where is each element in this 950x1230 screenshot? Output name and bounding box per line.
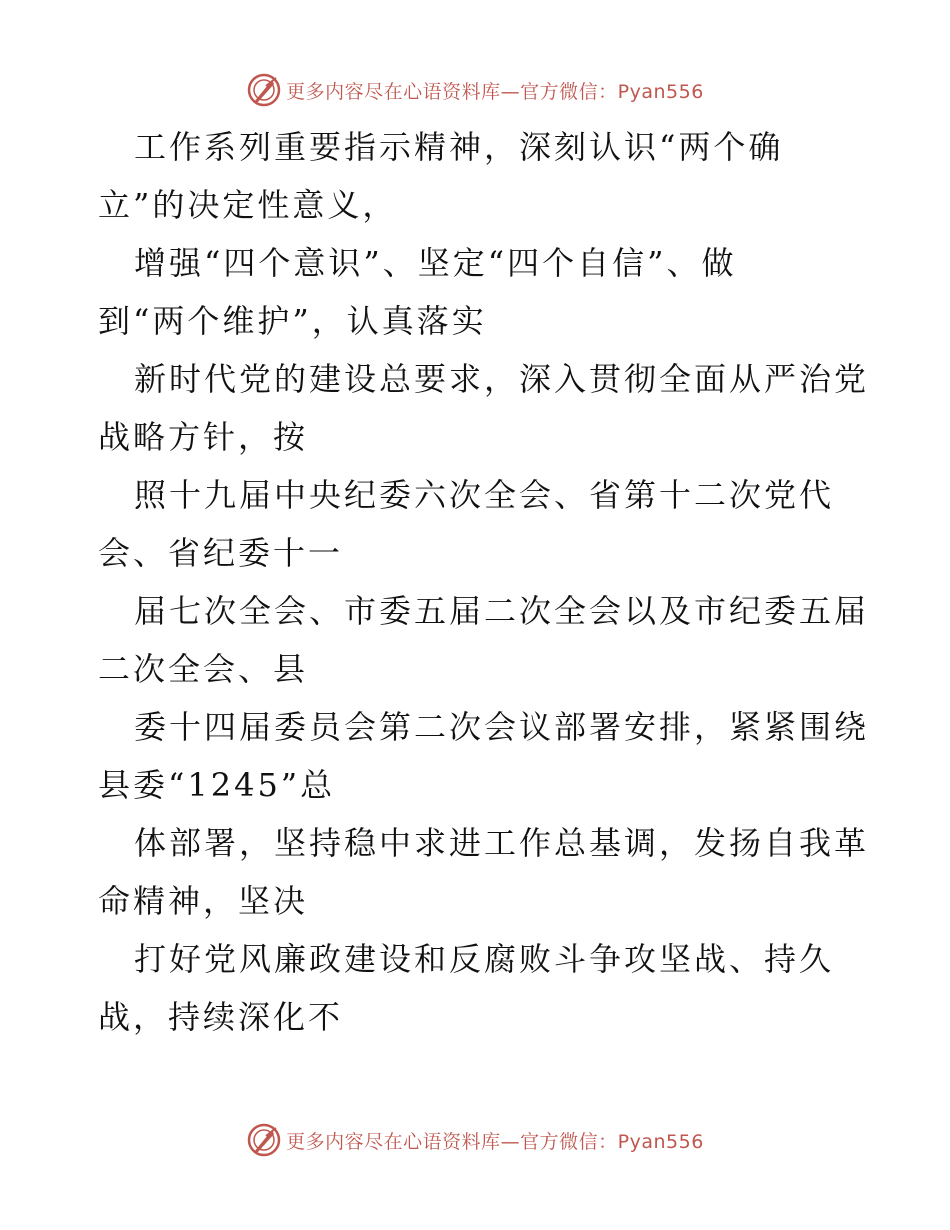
text-line: 立”的决定性意义， — [98, 186, 398, 224]
text-line: 命精神，坚决 — [98, 882, 309, 920]
text-line: 打好党风廉政建设和反腐败斗争攻坚战、持久 — [134, 940, 835, 978]
text-line: 到“两个维护”，认真落实 — [98, 302, 487, 340]
text-line: 新时代党的建设总要求，深入贯彻全面从严治党 — [134, 360, 870, 398]
text-line: 会、省纪委十一 — [98, 534, 344, 572]
watermark-text: 更多内容尽在心语资料库—官方微信：Pyan556 — [286, 80, 704, 103]
text-line: 增强“四个意识”、坚定“四个自信”、做 — [134, 244, 737, 282]
footer-watermark — [0, 1122, 950, 1158]
text-line: 二次全会、县 — [98, 650, 309, 688]
text-line: 委十四届委员会第二次会议部署安排，紧紧围绕 — [134, 708, 870, 746]
document-body — [98, 118, 870, 1046]
text-line: 体部署，坚持稳中求进工作总基调，发扬自我革 — [134, 824, 870, 862]
text-line: 照十九届中央纪委六次全会、省第十二次党代 — [134, 476, 835, 514]
watermark-text: 更多内容尽在心语资料库—官方微信：Pyan556 — [286, 1130, 704, 1153]
header-watermark — [0, 72, 950, 108]
text-line: 战略方针，按 — [98, 418, 309, 456]
text-line: 县委“1245”总 — [98, 766, 336, 804]
feather-quill-logo-icon — [246, 1122, 282, 1158]
text-line: 届七次全会、市委五届二次全会以及市纪委五届 — [134, 592, 870, 630]
text-line: 工作系列重要指示精神，深刻认识“两个确 — [134, 128, 784, 166]
feather-quill-logo-icon — [246, 72, 282, 108]
text-line: 战，持续深化不 — [98, 998, 344, 1036]
